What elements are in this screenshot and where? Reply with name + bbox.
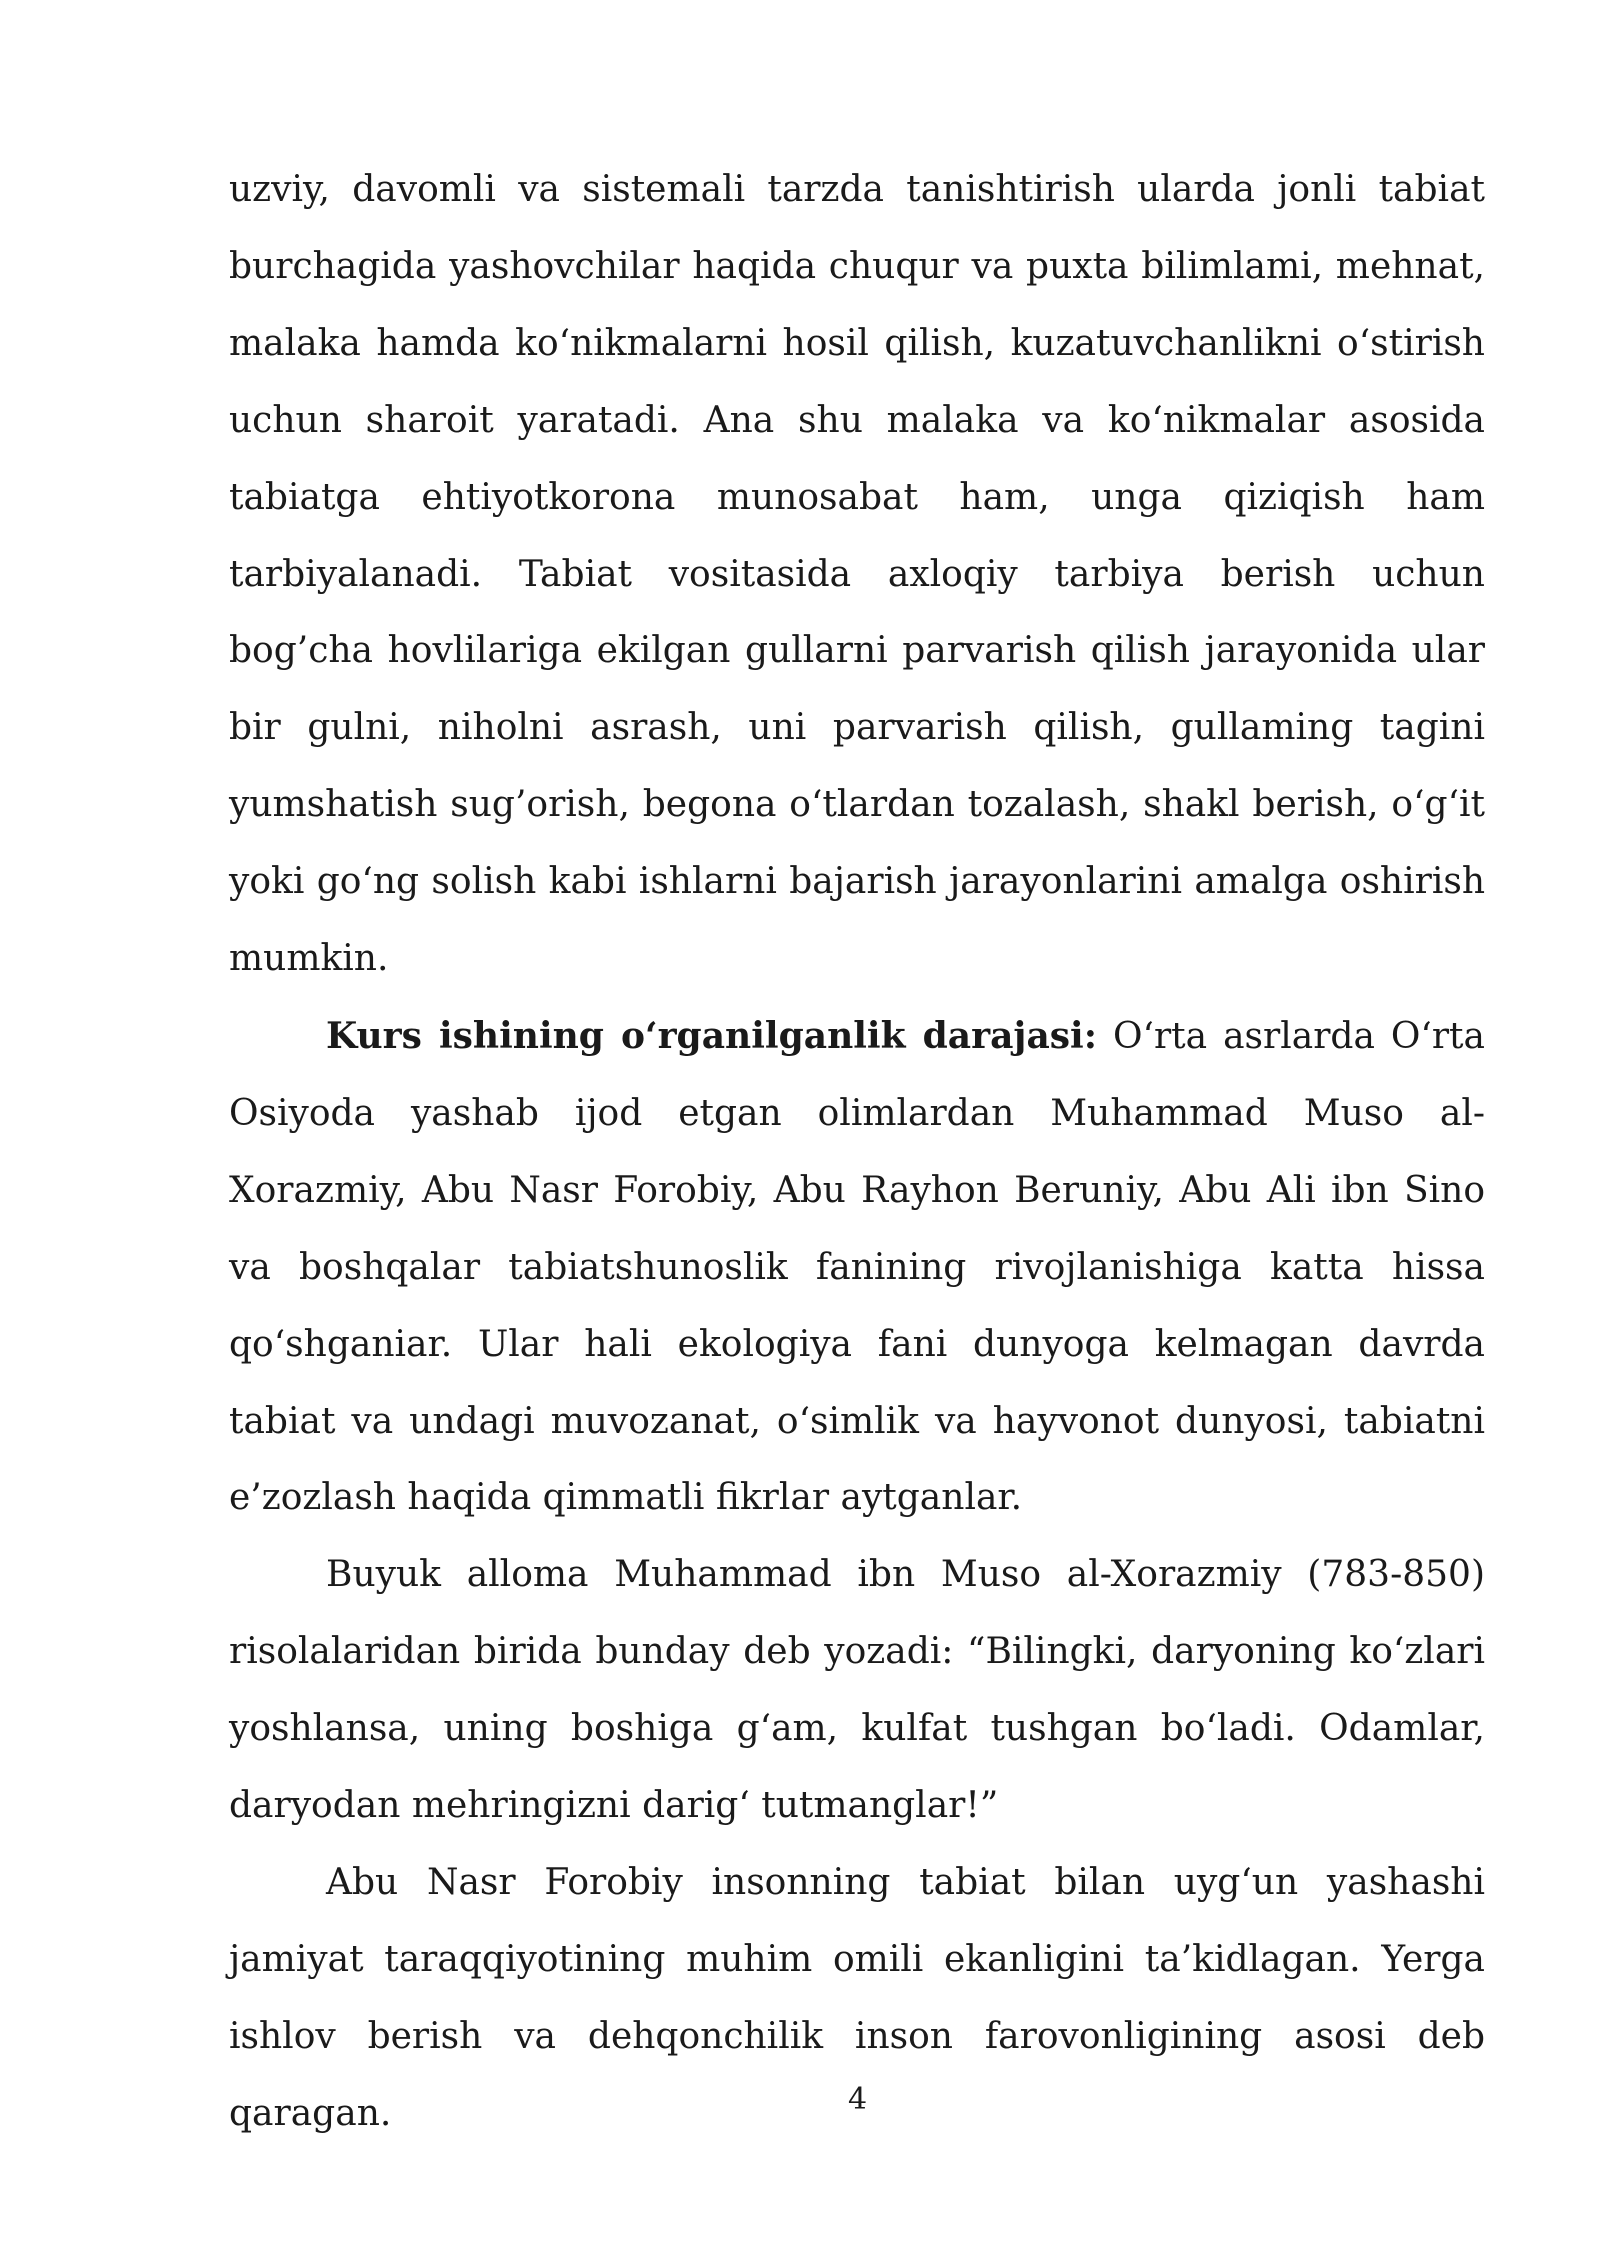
paragraph-continuation: uzviy, davomli va sistemali tarzda tanishtirish ularda jonli tabiat burchagida yashovchilar haqida chuqur va puxta bilimlami, mehnat, malaka hamda koʻnikmalarni hosil qilish, kuzatuvchanlikni oʻstirish uchun sharoit yaratadi. Ana shu malaka va koʻnikmalar asosida tabiatga ehtiyotkorona munosabat ham, unga qiziqish ham tarbiyalanadi. Tabiat vositasida axloqiy tarbiya berish uchun bog’cha hovlilariga ekilgan gullarni parvarish qilish jarayonida ular bir gulni, niholni asrash, uni parvarish qilish, gullaming tagini yumshatish sug’orish, begona oʻtlardan tozalash, shakl berish, oʻgʻit yoki goʻng solish kabi ishlarni bajarish jarayonlarini amalga oshirish mumkin. bbox=[229, 169, 1485, 980]
body-text bbox=[229, 152, 1485, 2153]
paragraph-xorazmiy: Buyuk alloma Muhammad ibn Muso al-Xorazmiy (783-850) risolalaridan birida bunday deb yozadi: “Bilingki, daryoning koʻzlari yoshlansa, uning boshiga gʻam, kulfat tushgan boʻladi. Odamlar, daryodan mehringizni darigʻ tutmanglar!” bbox=[229, 1554, 1485, 1827]
page-number: 4 bbox=[847, 2082, 868, 2117]
paragraph-study-level bbox=[229, 998, 1485, 1537]
paragraph-lead-heading: Kurs ishining oʻrganilganlik darajasi: bbox=[326, 1014, 1097, 1057]
paragraph-body: Oʻrta asrlarda Oʻrta Osiyoda yashab ijod etgan olimlardan Muhammad Muso al-Xorazmiy, Abu Nasr Forobiy, Abu Rayhon Beruniy, Abu Ali ibn Sino va boshqalar tabiatshunoslik fanining rivojlanishiga katta hissa qoʻshganiar. Ular hali ekologiya fani dunyoga kelmagan davrda tabiat va undagi muvozanat, oʻsimlik va hayvonot dunyosi, tabiatni e’zozlash haqida qimmatli fikrlar aytganlar. bbox=[229, 1015, 1485, 1519]
paragraph-forobiy: Abu Nasr Forobiy insonning tabiat bilan uygʻun yashashi jamiyat taraqqiyotining muhim omili ekanligini ta’kidlagan. Yerga ishlov berish va dehqonchilik inson farovonligining asosi deb qaragan. bbox=[229, 1861, 1485, 2134]
